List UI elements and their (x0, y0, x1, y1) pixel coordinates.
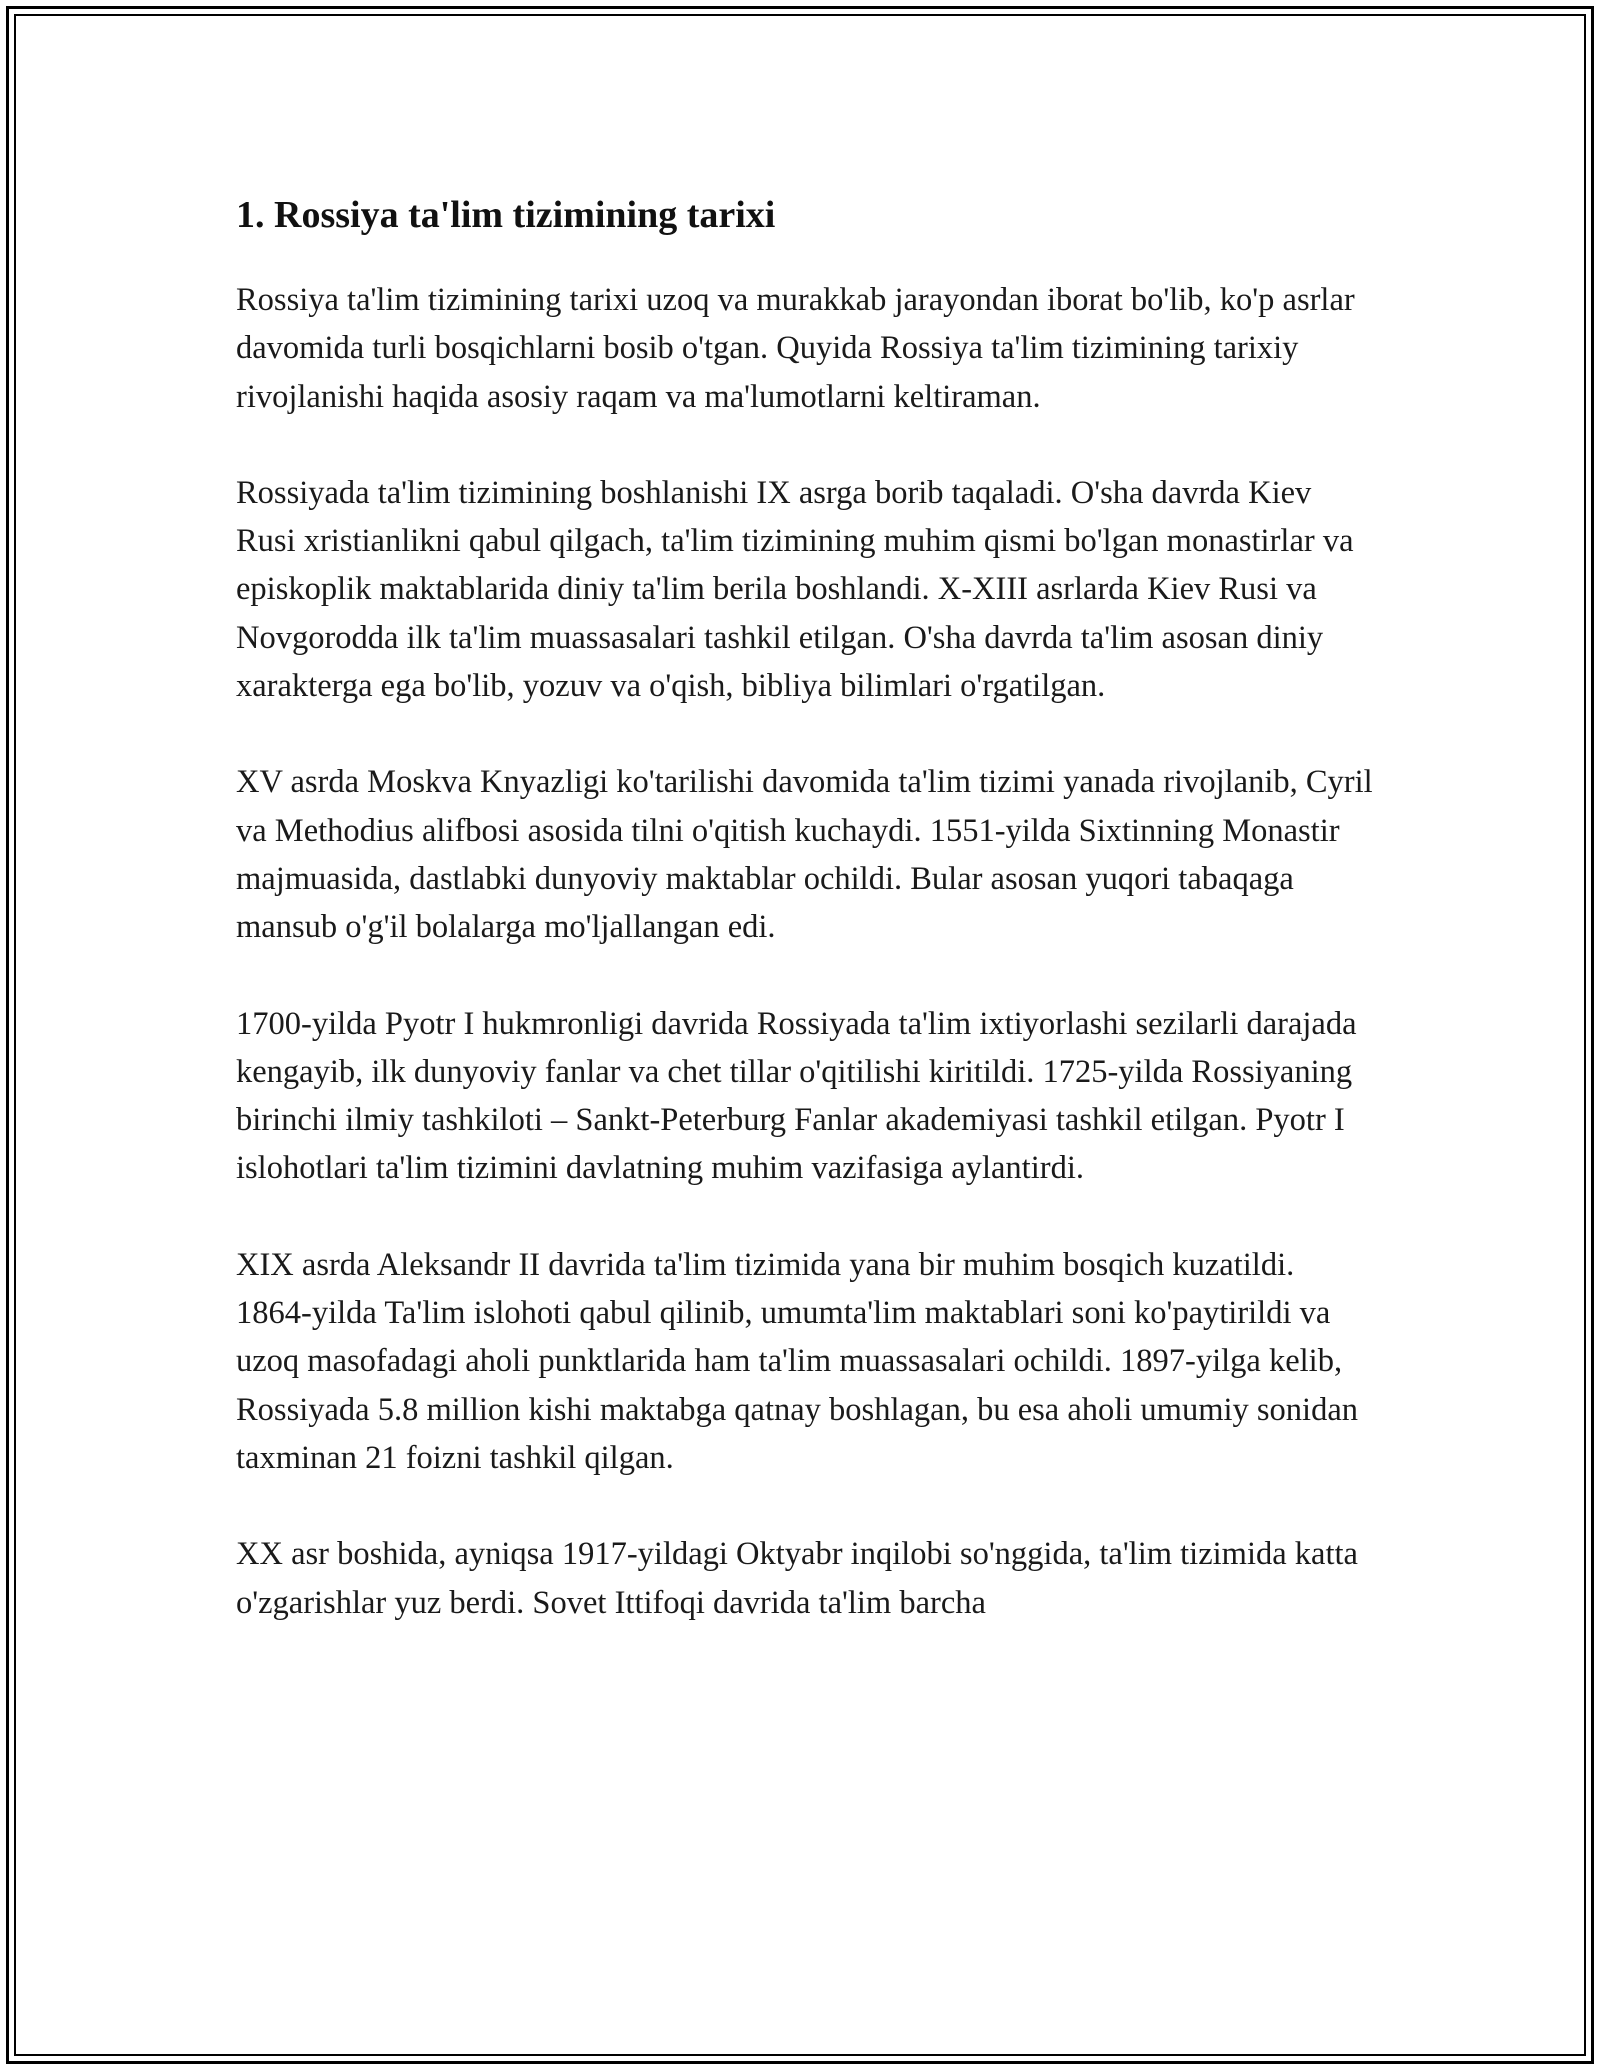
paragraph-peter-the-great: 1700-yilda Pyotr I hukmronligi davrida Rossiyada ta'lim ixtiyorlashi sezilarli darajada kengayib, ilk dunyoviy fanlar va chet tillar o'qitilishi kiritildi. 1725-yilda Rossiyaning birinchi ilmiy tashkiloti – Sankt-Peterburg Fanlar akademiyasi tashkil etilgan. Pyotr I islohotlari ta'lim tizimini davlatning muhim vazifasiga aylantirdi. (236, 1005, 1357, 1187)
paragraph-xx-century: XX asr boshida, ayniqsa 1917-yildagi Oktyabr inqilobi so'nggida, ta'lim tizimida katta o'zgarishlar yuz berdi. Sovet Ittifoqi davrida ta'lim barcha (236, 1536, 1358, 1621)
section-heading: 1. Rossiya ta'lim tizimining tarixi (236, 194, 776, 236)
paragraph-xv-century: XV asrda Moskva Knyazligi ko'tarilishi davomida ta'lim tizimi yanada rivojlanib, Cyril va Methodius alifbosi asosida tilni o'qitish kuchaydi. 1551-yilda Sixtinning Monastir majmuasida, dastlabki dunyoviy maktablar ochildi. Bular asosan yuqori tabaqaga mansub o'g'il bolalarga mo'ljallangan edi. (236, 764, 1373, 946)
paragraph-intro: Rossiya ta'lim tizimining tarixi uzoq va murakkab jarayondan iborat bo'lib, ko'p asrlar davomida turli bosqichlarni bosib o'tgan. Quyida Rossiya ta'lim tizimining tarixiy rivojlanishi haqida asosiy raqam va ma'lumotlarni keltiraman. (236, 282, 1355, 415)
paragraph-xix-century: XIX asrda Aleksandr II davrida ta'lim tizimida yana bir muhim bosqich kuzatildi. 1864-yilda Ta'lim islohoti qabul qilinib, umumta'lim maktablari soni ko'paytirildi va uzoq masofadagi aholi punktlarida ham ta'lim muassasalari ochildi. 1897-yilga kelib, Rossiyada 5.8 million kishi maktabga qatnay boshlagan, bu esa aholi umumiy sonidan taxminan 21 foizni tashkil qilgan. (236, 1246, 1358, 1476)
document-body (236, 188, 1376, 1627)
paragraph-ix-century: Rossiyada ta'lim tizimining boshlanishi IX asrga borib taqaladi. O'sha davrda Kiev Rusi xristianlikni qabul qilgach, ta'lim tizimining muhim qismi bo'lgan monastirlar va episkoplik maktablarida diniy ta'lim berila boshlandi. X-XIII asrlarda Kiev Rusi va Novgorodda ilk ta'lim muassasalari tashkil etilgan. O'sha davrda ta'lim asosan diniy xarakterga ega bo'lib, yozuv va o'qish, bibliya bilimlari o'rgatilgan. (236, 474, 1354, 705)
